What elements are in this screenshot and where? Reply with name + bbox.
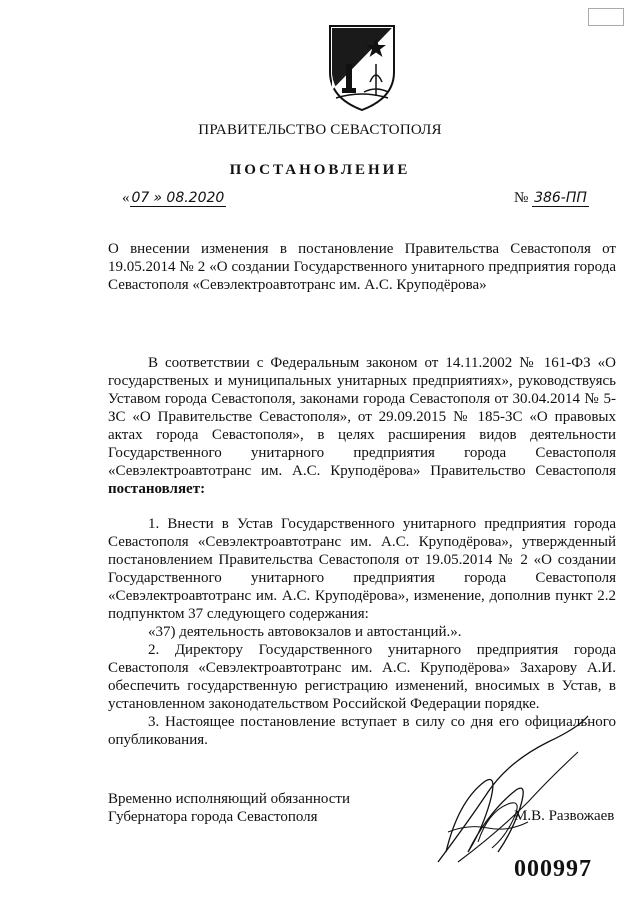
date-month-year: » 08.2020 bbox=[153, 190, 225, 206]
preamble-resolves: постановляет: bbox=[108, 481, 206, 497]
sevastopol-coat-of-arms-icon bbox=[324, 20, 400, 112]
document-subject: О внесении изменения в постановление Правительства Севастополя от 19.05.2014 № 2 «О создании Государственного унитарного предприятия города Севастополя «Севэлектроавтотранс им. А.С. Круподёрова» bbox=[108, 241, 616, 293]
stamp-mark bbox=[588, 8, 624, 26]
number-value: 386-ПП bbox=[534, 190, 587, 206]
date-day: 07 bbox=[131, 190, 150, 206]
signatory-title-line-2: Губернатора города Севастополя bbox=[108, 809, 318, 825]
signatory-name: М.В. Развожаев bbox=[514, 808, 615, 824]
document-date bbox=[122, 190, 226, 207]
serial-number: 000997 bbox=[514, 856, 592, 882]
item-1-quote: «37) деятельность автовокзалов и автостанций.». bbox=[148, 624, 462, 640]
date-prefix: « bbox=[122, 190, 130, 206]
item-1: 1. Внести в Устав Государственного унитарного предприятия города Севастополя «Севэлектроавтотранс им. А.С. Круподёрова», утвержденный постановлением Правительства Севастополя от 19.05.2014 № 2 «О создании Государственного унитарного предприятия города Севастополя «Севэлектроавтотранс им. А.С. Круподёрова», изменение, дополнив пункт 2.2 подпунктом 37 следующего содержания: bbox=[108, 516, 616, 622]
government-name: ПРАВИТЕЛЬСТВО СЕВАСТОПОЛЯ bbox=[198, 122, 442, 138]
number-prefix: № bbox=[514, 190, 529, 206]
item-3: 3. Настоящее постановление вступает в силу со дня его официального опубликования. bbox=[108, 714, 616, 748]
preamble-paragraph bbox=[108, 354, 616, 498]
preamble-text: В соответствии с Федеральным законом от 14.11.2002 № 161-ФЗ «О государственых и муниципальных унитарных предприятиях», руководствуясь Уставом города Севастополя, законами города Севастополя от 30.04.2014 № 5-ЗС «О Правительстве Севастополя», от 29.09.2015 № 185-ЗС «О правовых актах города Севастополя», в целях расширения видов деятельности Государственного унитарного предприятия города Севастополя «Севэлектроавтотранс им. А.С. Круподёрова» Правительство Севастополя bbox=[108, 355, 616, 479]
item-2: 2. Директору Государственного унитарного предприятия города Севастополя «Севэлектроавтотранс им. А.С. Круподёрова» Захарову А.И. обеспечить государственную регистрацию изменений, вносимых в Устав, в установленном законодательством Российской Федерации порядке. bbox=[108, 642, 616, 712]
signatory-title bbox=[108, 790, 350, 826]
document-body bbox=[108, 354, 616, 749]
handwritten-signature bbox=[428, 712, 598, 872]
signatory-title-line-1: Временно исполняющий обязанности bbox=[108, 791, 351, 807]
document-number bbox=[514, 190, 589, 207]
document-type-title: ПОСТАНОВЛЕНИЕ bbox=[229, 162, 411, 178]
